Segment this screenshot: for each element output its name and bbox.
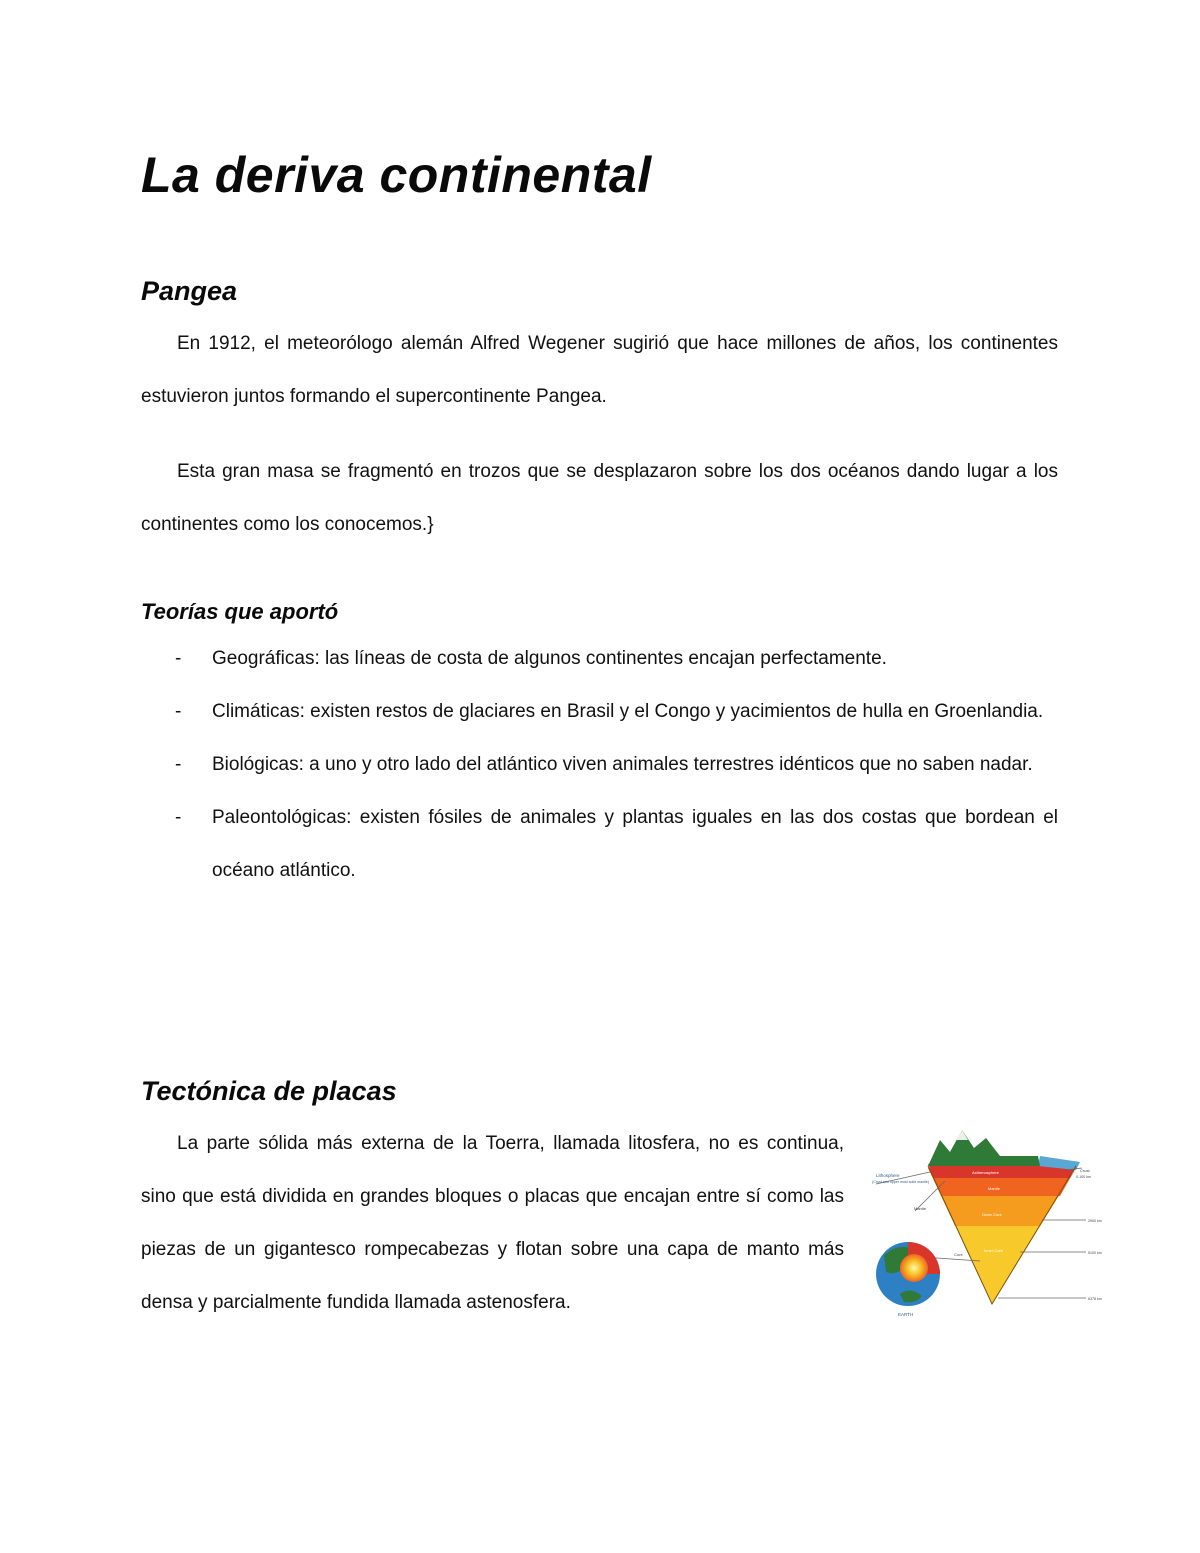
earth-layers-diagram-icon xyxy=(870,1126,1102,1322)
page-title: La deriva continental xyxy=(141,147,652,203)
list-item-text: Geográficas: las líneas de costa de algunos continentes encajan perfectamente. xyxy=(212,648,887,669)
section-heading-pangea: Pangea xyxy=(141,276,238,306)
paragraph-pangea-2: Esta gran masa se fragmentó en trozos que se desplazaron sobre los dos océanos dando lugar a los continentes como los conocemos.} xyxy=(141,461,1058,535)
label-depth-3: 6378 km xyxy=(1088,1297,1102,1301)
list-item xyxy=(141,685,1058,738)
section-heading-tectonica: Tectónica de placas xyxy=(141,1076,397,1106)
label-depth-1: 2900 km xyxy=(1088,1219,1102,1223)
mountains xyxy=(928,1130,1040,1166)
list-bullet: - xyxy=(175,701,182,722)
label-crust: Crust xyxy=(1080,1168,1090,1173)
label-mantle-side: Mantle xyxy=(914,1206,927,1211)
list-item-text: Climáticas: existen restos de glaciares en Brasil y el Congo y yacimientos de hulla en Groenlandia. xyxy=(212,701,1044,722)
label-inner-core: Inner Core xyxy=(984,1248,1003,1253)
list-bullet: - xyxy=(175,648,182,669)
label-outer-core: Outer Core xyxy=(982,1212,1002,1217)
paragraph-pangea-1: En 1912, el meteorólogo alemán Alfred Wegener sugirió que hace millones de años, los continentes estuvieron juntos formando el supercontinente Pangea. xyxy=(141,333,1058,407)
section-heading-teorias: Teorías que aportó xyxy=(141,599,339,624)
list-item-text: Paleontológicas: existen fósiles de animales y plantas iguales en las dos costas que bordean el océano atlántico. xyxy=(212,807,1058,881)
label-asthenosphere: Asthenosphere xyxy=(972,1170,999,1175)
list-item xyxy=(141,738,1058,791)
label-earth: EARTH xyxy=(898,1312,914,1317)
list-bullet: - xyxy=(175,807,182,828)
label-lithosphere-note: (Crust and upper most solid mantle) xyxy=(872,1180,930,1184)
label-depth-2: 5100 km xyxy=(1088,1251,1102,1255)
paragraph-tectonica: La parte sólida más externa de la Toerra, llamada litosfera, no es continua, sino que está dividida en grandes bloques o placas que encajan entre sí como las piezas de un gigantesco rompecabezas y flotan sobre una capa de manto más densa y parcialmente fundida llamada astenosfera. xyxy=(141,1133,844,1313)
label-mantle: Mantle xyxy=(988,1186,1001,1191)
list-item-text: Biológicas: a uno y otro lado del atlántico viven animales terrestres idénticos que no saben nadar. xyxy=(212,754,1033,775)
earth-layers-figure xyxy=(870,1126,1102,1322)
label-lithosphere: Lithosphere xyxy=(876,1173,900,1178)
label-crust-depth: 0-100 km xyxy=(1076,1175,1091,1179)
list-bullet: - xyxy=(175,754,182,775)
theories-list xyxy=(141,632,1058,897)
label-core-side: Core xyxy=(954,1252,963,1257)
list-item xyxy=(141,791,1058,897)
list-item xyxy=(141,632,1058,685)
